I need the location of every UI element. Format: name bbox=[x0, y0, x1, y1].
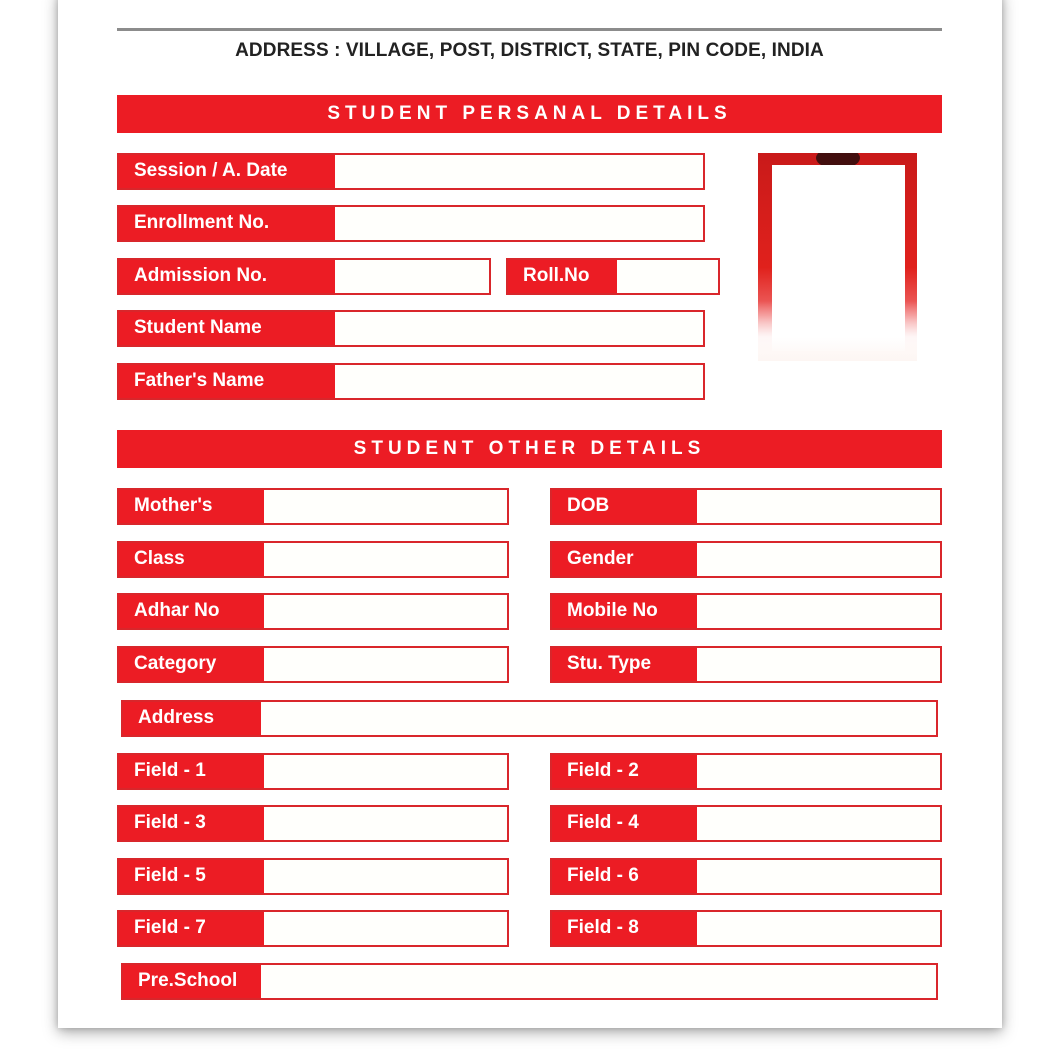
address-label: Address bbox=[123, 702, 261, 735]
field-4-label: Field - 4 bbox=[552, 807, 697, 840]
roll-field bbox=[506, 258, 720, 295]
class-field bbox=[117, 541, 509, 578]
field-7-input[interactable] bbox=[264, 912, 507, 945]
field-3 bbox=[117, 805, 509, 842]
dob-field bbox=[550, 488, 942, 525]
gender-field bbox=[550, 541, 942, 578]
pre-school-field bbox=[121, 963, 938, 1000]
category-label: Category bbox=[119, 648, 264, 681]
field-8 bbox=[550, 910, 942, 947]
field-1-input[interactable] bbox=[264, 755, 507, 788]
dob-label: DOB bbox=[552, 490, 697, 523]
field-2-input[interactable] bbox=[697, 755, 940, 788]
gender-label: Gender bbox=[552, 543, 697, 576]
mother-field bbox=[117, 488, 509, 525]
address-field bbox=[121, 700, 938, 737]
field-2 bbox=[550, 753, 942, 790]
session-input[interactable] bbox=[335, 155, 703, 188]
enrollment-input[interactable] bbox=[335, 207, 703, 240]
student-photo-box[interactable] bbox=[758, 153, 917, 361]
father-name-field bbox=[117, 363, 705, 400]
field-8-label: Field - 8 bbox=[552, 912, 697, 945]
section-header-other: STUDENT OTHER DETAILS bbox=[117, 430, 942, 468]
student-name-label: Student Name bbox=[119, 312, 335, 345]
roll-label: Roll.No bbox=[508, 260, 617, 293]
field-6-label: Field - 6 bbox=[552, 860, 697, 893]
mobile-input[interactable] bbox=[697, 595, 940, 628]
field-5 bbox=[117, 858, 509, 895]
adhar-field bbox=[117, 593, 509, 630]
gender-input[interactable] bbox=[697, 543, 940, 576]
field-6-input[interactable] bbox=[697, 860, 940, 893]
session-label: Session / A. Date bbox=[119, 155, 335, 188]
field-5-label: Field - 5 bbox=[119, 860, 264, 893]
address-input[interactable] bbox=[261, 702, 936, 735]
mother-label: Mother's bbox=[119, 490, 264, 523]
class-input[interactable] bbox=[264, 543, 507, 576]
student-name-input[interactable] bbox=[335, 312, 703, 345]
field-8-input[interactable] bbox=[697, 912, 940, 945]
father-name-input[interactable] bbox=[335, 365, 703, 398]
field-7-label: Field - 7 bbox=[119, 912, 264, 945]
category-field bbox=[117, 646, 509, 683]
school-address: ADDRESS : VILLAGE, POST, DISTRICT, STATE, PIN CODE, INDIA bbox=[235, 40, 824, 61]
roll-input[interactable] bbox=[617, 260, 718, 293]
mother-input[interactable] bbox=[264, 490, 507, 523]
father-name-label: Father's Name bbox=[119, 365, 335, 398]
stu-type-input[interactable] bbox=[697, 648, 940, 681]
pre-school-input[interactable] bbox=[261, 965, 936, 998]
stu-type-label: Stu. Type bbox=[552, 648, 697, 681]
section-header-personal: STUDENT PERSANAL DETAILS bbox=[117, 95, 942, 133]
field-1-label: Field - 1 bbox=[119, 755, 264, 788]
class-label: Class bbox=[119, 543, 264, 576]
enrollment-field bbox=[117, 205, 705, 242]
dob-input[interactable] bbox=[697, 490, 940, 523]
session-field bbox=[117, 153, 705, 190]
field-7 bbox=[117, 910, 509, 947]
adhar-input[interactable] bbox=[264, 595, 507, 628]
field-1 bbox=[117, 753, 509, 790]
field-3-input[interactable] bbox=[264, 807, 507, 840]
mobile-label: Mobile No bbox=[552, 595, 697, 628]
enrollment-label: Enrollment No. bbox=[119, 207, 335, 240]
adhar-label: Adhar No bbox=[119, 595, 264, 628]
admission-field bbox=[117, 258, 491, 295]
admission-input[interactable] bbox=[335, 260, 489, 293]
mobile-field bbox=[550, 593, 942, 630]
field-2-label: Field - 2 bbox=[552, 755, 697, 788]
field-5-input[interactable] bbox=[264, 860, 507, 893]
admission-label: Admission No. bbox=[119, 260, 335, 293]
header-divider bbox=[117, 28, 942, 31]
field-4-input[interactable] bbox=[697, 807, 940, 840]
category-input[interactable] bbox=[264, 648, 507, 681]
photo-fade bbox=[758, 301, 917, 361]
pre-school-label: Pre.School bbox=[123, 965, 261, 998]
field-3-label: Field - 3 bbox=[119, 807, 264, 840]
student-name-field bbox=[117, 310, 705, 347]
field-6 bbox=[550, 858, 942, 895]
field-4 bbox=[550, 805, 942, 842]
stu-type-field bbox=[550, 646, 942, 683]
